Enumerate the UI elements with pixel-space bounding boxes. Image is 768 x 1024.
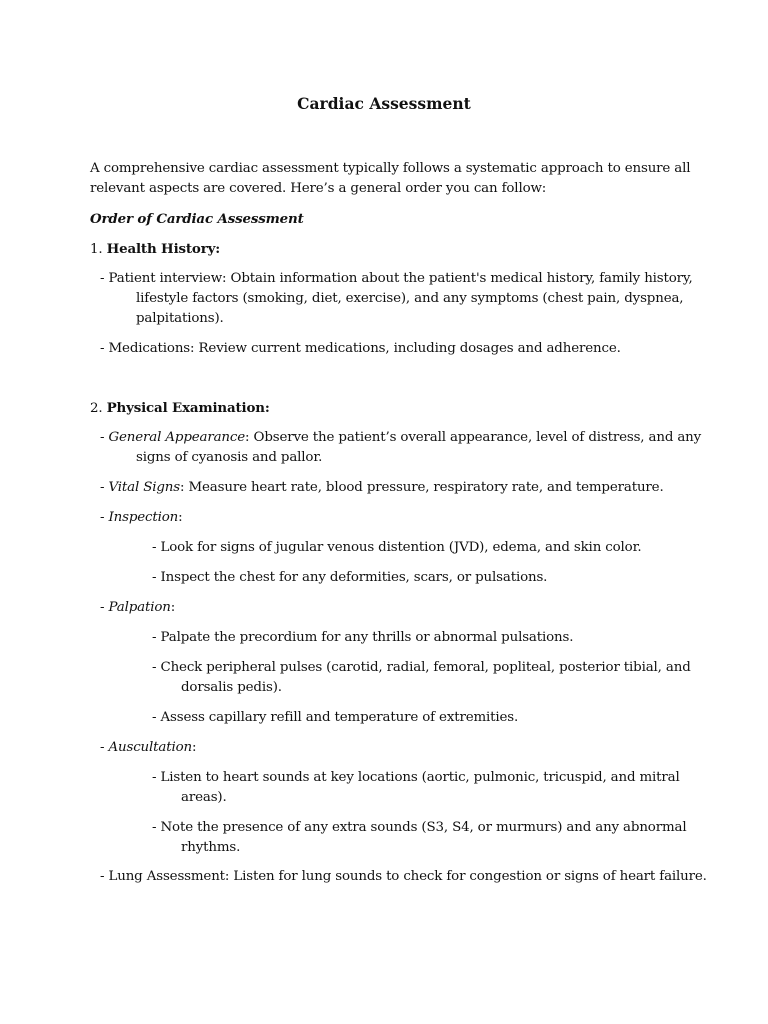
section-2-heading [90,398,270,419]
page-title: Cardiac Assessment [297,94,471,113]
bullet-dash: - [100,600,109,615]
list-item-text: Patient interview: Obtain information about the patient's medical history, family history, [108,271,693,286]
inspection-subitem-1: - Look for signs of jugular venous distention (JVD), edema, and skin color. [152,540,642,555]
intro-line-2: relevant aspects are covered. Here’s a general order you can follow: [90,181,547,196]
general-appearance-line-1 [100,428,701,448]
bullet-dash: - [100,271,109,286]
patient-interview-line-1 [100,269,693,289]
auscultation-subitem-1-line-2: areas). [181,790,227,805]
term-auscultation: Auscultation [108,740,192,755]
term-vital-signs: Vital Signs [108,480,180,495]
order-heading: Order of Cardiac Assessment [90,211,304,227]
bullet-dash: - [100,510,109,525]
palpation-subitem-1: - Palpate the precordium for any thrills or abnormal pulsations. [152,630,574,645]
inspection-subitem-2: - Inspect the chest for any deformities, scars, or pulsations. [152,570,548,585]
vital-signs-item [100,478,664,498]
term-colon: : [178,510,183,525]
patient-interview-line-3: palpitations). [136,311,224,326]
inspection-item [100,508,183,528]
medications-item: - Medications: Review current medications, including dosages and adherence. [100,341,621,356]
auscultation-subitem-2-line-2: rhythms. [181,840,241,855]
section-number: 1. [90,242,107,257]
bullet-dash: - [100,480,109,495]
palpation-subitem-2-line-1: - Check peripheral pulses (carotid, radial, femoral, popliteal, posterior tibial, and [152,660,691,675]
bullet-dash: - [100,740,109,755]
section-title: Physical Examination: [106,400,270,416]
lung-assessment-item: - Lung Assessment: Listen for lung sounds to check for congestion or signs of heart failure. [100,869,707,884]
auscultation-subitem-2-line-1: - Note the presence of any extra sounds (S3, S4, or murmurs) and any abnormal [152,820,687,835]
auscultation-subitem-1-line-1: - Listen to heart sounds at key locations (aortic, pulmonic, tricuspid, and mitral [152,770,680,785]
bullet-dash: - [100,430,109,445]
term-colon: : [191,740,197,755]
list-item-text: : Measure heart rate, blood pressure, respiratory rate, and temperature. [179,480,664,495]
list-item-text: : Observe the patient’s overall appearance, level of distress, and any [245,430,702,445]
term-general-appearance: General Appearance [108,430,246,445]
palpation-subitem-3: - Assess capillary refill and temperature of extremities. [152,710,519,725]
intro-line-1: A comprehensive cardiac assessment typically follows a systematic approach to ensure all [90,161,691,176]
section-1-heading [90,239,220,260]
term-inspection: Inspection [108,510,179,525]
palpation-subitem-2-line-2: dorsalis pedis). [181,680,282,695]
term-palpation: Palpation [108,600,171,615]
auscultation-item [100,738,196,758]
patient-interview-line-2: lifestyle factors (smoking, diet, exercise), and any symptoms (chest pain, dyspnea, [136,291,684,306]
term-colon: : [170,600,176,615]
section-title: Health History: [106,241,221,257]
general-appearance-line-2: signs of cyanosis and pallor. [136,450,323,465]
palpation-item [100,598,175,618]
section-number: 2. [90,401,107,416]
